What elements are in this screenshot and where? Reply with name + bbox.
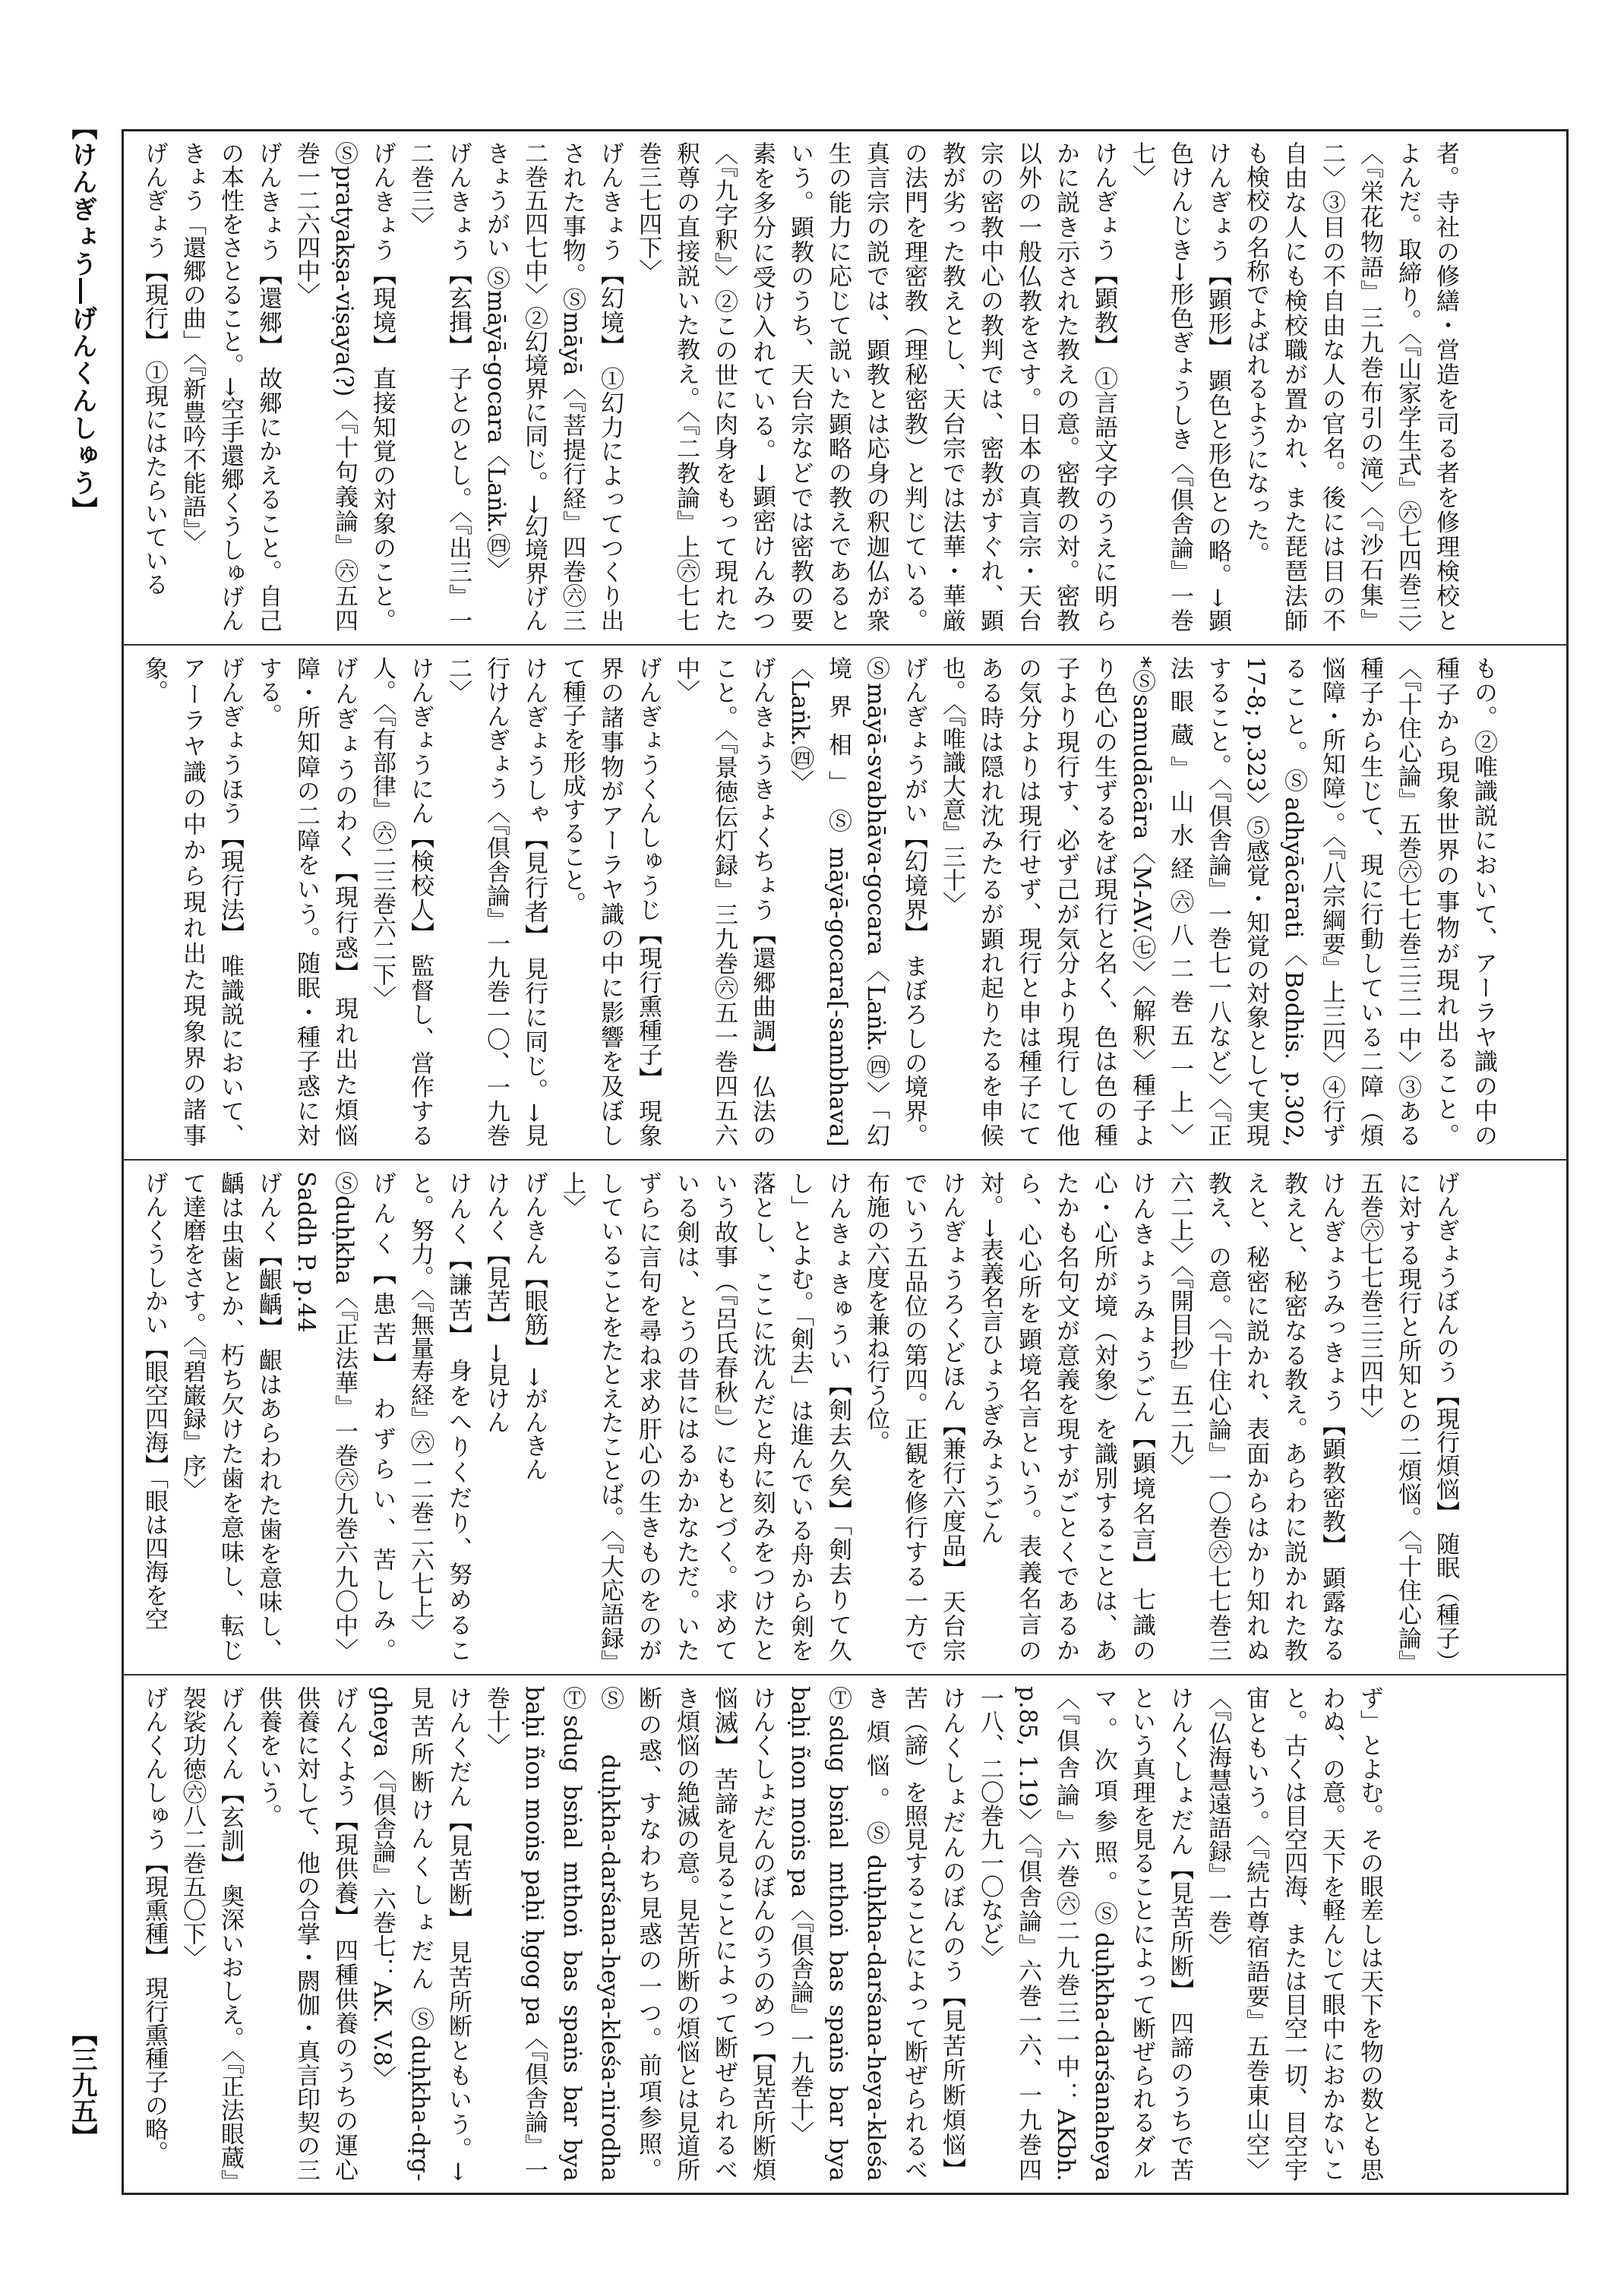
dictionary-entry: げんく【患苦】 わずらい、苦しみ。Ⓢduḥkha〈『正法華』一巻㊅九巻六九〇中〉Saddh P. p.44 [292,1171,396,1662]
dictionary-entry: けんぎょう【顕形】 顕色と形色との略。→顕色けんじき→形色ぎょうしき〈『倶舎論』一巻七〉 [1128,141,1231,632]
tier-text [135,1171,1464,1662]
tier-1 [135,141,1556,632]
dictionary-entry: けんくしょだん【見苦所断】 四諦のうちで苦という真理を見ることによって断ぜられるダルマ。次項参照。Ⓢduḥkha-darśanaheya〈『倶舎論』六巻㊅二九巻三一中：AKbh. p.85, 1.19〉〈『倶舎論』六巻一六、一九巻四一八、二〇巻九一〇など〉 [976,1686,1193,2181]
tier-divider [122,644,1569,646]
dictionary-entry: けんぎょう【顕教】 ①言語文字のうえに明らかに説き示された教えの意。密教の対。密教以外の一般仏教をさす。日本の真言宗・天台宗の密教中心の教判では、密教がすぐれ、顕教が劣った教えとし、天台宗では法華・華厳の法門を理密教（理秘密教）と判じている。真言宗の説では、顕教とは応身の釈迦仏が衆生の能力に応じて説いた顕略の教えであるという。顕教のうち、天台宗などでは密教の要素を多分に受け入れている。→顕密けんみつ〈『九字釈』〉②この世に肉身をもって現れた釈尊の直接説いた教え。〈『二教論』上㊅七七巻三七四下〉 [634,141,1117,632]
page-number: 【三九五】 [67,2020,97,2149]
tier-3 [135,1171,1556,1662]
tier-divider [122,1674,1569,1675]
tier-divider [122,1159,1569,1161]
tier-text [135,1686,1389,2181]
dictionary-entry: けんきょうみょうごん【顕境名言】 七識の心・心所が境（対象）を識別することは、あたかも名句文が意義を現すがごとくであるから、心心所を顕境名言という。表義名言の対。→表義名言ひょうぎみょうごん [976,1171,1155,1662]
dictionary-entry: けんぎょうろくどほん【兼行六度品】 天台宗でいう五品位の第四。正観を修行する一方で布施の六度を兼ね行う位。 [862,1171,965,1662]
dictionary-entry: げんきょう【現境】 直接知覚の対象のこと。Ⓢpratyakṣa-viṣaya(?)〈『十句義論』㊅五四巻一二六四中〉 [292,141,396,632]
dictionary-entry: げんきょう【玄揖】 子とのとし。〈『出三』一二巻三〉 [406,141,472,632]
dictionary-entry: げんぎょう【現行】 ①現にはたらいている [141,141,168,596]
dictionary-entry: けんきょきゅうい【剣去久矣】「剣去りて久し」とよむ。「剣去」は進んでいる舟から剣を落とし、ここに沈んだと舟に刻みをつけたという故事（『呂氏春秋』）にもとづく。求めている剣は、とうの昔にはるかかなただ。いたずらに言句を尋ね求め肝心の生きものをのがしていることをたとえたことば。〈『大応語録』上〉 [558,1171,851,1662]
dictionary-entry: けんく【見苦】 →見けん [482,1171,510,1434]
dictionary-entry: けんぎょうしゃ【見行者】 見行に同じ。→見行けんぎょう〈『倶舎論』一九巻一〇、一九巻二〉 [444,656,548,1147]
dictionary-entry: けんぎょうにん【検校人】 監督し、営作する人。〈『有部律』㊅二三巻六二下〉 [368,656,434,1147]
dictionary-entry: げんきょう【幻境】 ①幻力によってつくり出された事物。Ⓢmāyā〈『菩提行経』四巻㊅三二巻五四七中〉②幻境界に同じ。→幻境界げんきょうがい Ⓢmāyā-gocara〈Laṅk.㊃〉 [482,141,624,632]
dictionary-entry: げんく【齦齲】 齦はあらわれた歯を意味し、齲は虫歯とか、朽ち欠けた歯を意味し、転じて達磨をさす。〈『碧巌録』序〉 [179,1171,282,1662]
dictionary-entry: げんぎょうのわく【現行惑】 現れ出た煩悩障・所知障の二障をいう。随眠・種子惑に対する。 [254,656,358,1147]
dictionary-entry: げんぎょうほう【現行法】 唯識説において、アーラヤ識の中から現れ出た現象界の諸事象。 [141,656,244,1147]
dictionary-entry: げんきん【眼筋】 →がんきん [520,1171,548,1481]
dictionary-entry: 者。寺社の修繕・営造を司る者を修理検校とよんだ。取締り。〈『山家学生式』㊅七四巻三〉〈『栄花物語』三九巻布引の滝〉〈『沙石集』二〉③目の不自由な人の官名。後には目の不自由な人にも検校職が置かれ、また琵琶法師も検校の名称でよばれるようになった。 [1242,141,1459,632]
tier-4 [135,1686,1556,2181]
dictionary-entry: けんぎょうみっきょう【顕教密教】 顕露なる教えと、秘密なる教え。あらわに説かれた教えと、秘密に説かれ、表面からはかり知れぬ教え、の意。〈『十住心論』一〇巻㊅七七巻三六二上〉〈『開目抄』五二九〉 [1166,1171,1345,1662]
tier-text [135,656,1502,1147]
dictionary-entry: げんぎょうぼんのう【現行煩悩】 随眠（種子）に対する現行と所知との二煩悩。〈『十住心論』五巻㊅七七巻三三四中〉 [1356,1171,1459,1662]
dictionary-entry: げんぎょうくんしゅうじ【現行熏種子】 現象界の諸事物がアーラヤ識の中に影響を及ぼして種子を形成すること。 [558,656,662,1147]
dictionary-entry: げんくんしゅう【現熏種】 現行熏種子の略。 [141,1686,168,2165]
dictionary-entry: けんくしょだんのぼんのう【見苦所断煩悩】 苦（諦）を照見することによって断ぜられるべき煩悩。Ⓢduḥkha-darśana-heya-kleśa Ⓣsdug bsṅal mthoṅ bas spaṅs bar bya baḥi ñon moṅs pa〈『倶舎論』一九巻十〉 [786,1686,965,2181]
dictionary-entry: けんくだん【見苦断】 見苦所断ともいう。→見苦所断けんくしょだん Ⓢduḥkha-dṛg-gheya〈『倶舎論』六巻七：AK. V.8〉 [368,1686,472,2181]
dictionary-entry: げんきょうきょくちょう【還郷曲調】 仏法のこと。〈『景徳伝灯録』三九巻㊅五一巻四五六中〉 [672,656,776,1147]
tier-text [135,141,1464,632]
dictionary-entry: げんぎょうがい【幻境界】 まぼろしの境界。Ⓢmāyā-svabhāva-gocara〈Laṅk.㊃〉「幻境界相」Ⓢmāyā-gocara[-sambhava]〈Laṅk.㊃〉 [786,656,927,1147]
dictionary-entry: げんくうしかい【眼空四海】「眼は四海を空 [141,1171,168,1631]
dictionary-entry: げんくん【玄訓】 奥深いおしえ。〈『正法眼蔵』袈裟功徳㊅八二巻五〇下〉 [179,1686,244,2181]
dictionary-entry: ず」とよむ。その眼差しは天下を物の数とも思わぬ、の意。天下を軽んじて眼中におかないこと。古くは目空四海、または目空一切、目空宇宙ともいう。〈『続古尊宿語要』五巻東山空〉〈『仏海慧遠語録』一巻〉 [1204,1686,1383,2181]
running-head: 【けんぎょう―げんくんしゅう】 [67,114,97,524]
dictionary-entry: けんくしょだんのぼんのうのめつ【見苦所断煩悩滅】 苦諦を見ることによって断ぜられるべき煩悩の絶滅の意。見苦所断の煩悩とは見道所断の惑、すなわち見惑の一つ。前項参照。Ⓢduḥkha-darśana-heya-kleśa-nirodha Ⓣsdug bsṅal mthoṅ bas spaṅs bar bya baḥi ñon moṅs paḥi ḥgog pa〈『倶舎論』一巻十〉 [482,1686,776,2181]
dictionary-entry: げんくよう【現供養】 四種供養のうちの運心供養に対して、他の合掌・閼伽・真言印契の三供養をいう。 [254,1686,358,2181]
dictionary-entry: げんきょう【還郷】 故郷にかえること。自己の本性をさとること。→空手還郷くうしゅげんきょう「還郷の曲」〈『新豊吟不能語』〉 [179,141,282,632]
dictionary-entry: もの。②唯識説において、アーラヤ識の中の種子から現象世界の事物が現れ出ること。〈『十住心論』五巻㊅七七巻三三一中〉③ある種子から生じて、現に行動している二障（煩悩障・所知障）。〈『八宗綱要』上三四〉④行ずること。Ⓢadhyācārati〈Bodhis. p.302, 17-8; p.323〉⑤感覚・知覚の対象として実現すること。〈『倶舎論』一巻七一八など〉〈『正法眼蔵』山水経㊅八二巻五一上〉*Ⓢsamudācāra〈M-AV.㊆〉〈解釈〉種子より色心の生ずるをば現行と名く、色は色の種子より現行す、必ず己が気分より現行して他の気分よりは現行せず、現行と申は種子にてある時は隠れ沈みたるが顕れ起りたるを申候也。〈『唯識大意』三十〉 [938,656,1497,1147]
tier-2 [135,656,1556,1147]
dictionary-entry: けんく【謙苦】 身をへりくだり、努めること。努力。〈『無量寿経』㊅一二巻二六七上〉 [406,1171,472,1662]
